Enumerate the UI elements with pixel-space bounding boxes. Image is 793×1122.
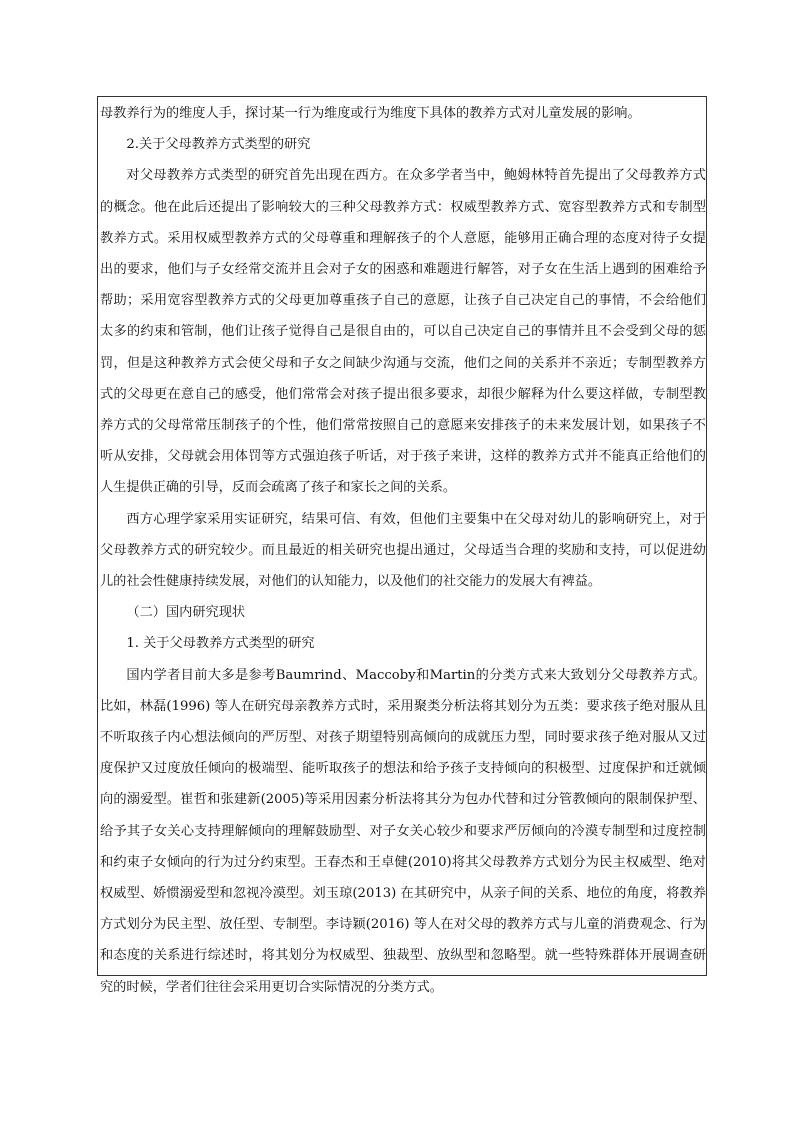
section-heading-domestic-types: 1. 关于父母教养方式类型的研究 [126, 636, 315, 652]
document-body [100, 98, 706, 1003]
paragraph-continuation: 母教养行为的维度人手，探讨某一行为维度或行为维度下具体的教养方式对儿童发展的影响。 [100, 106, 641, 121]
paragraph-western-empirical-research: 西方心理学家采用实证研究，结果可信、有效，但他们主要集中在父母对幼儿的影响研究上，对于父母教养方式的研究较少。而且最近的相关研究也提出通过，父母适当合理的奖励和支持，可以促进幼儿的社会性健康持续发展，对他们的认知能力，以及他们的社交能力的发展大有裨益。 [100, 511, 706, 590]
paragraph-western-parenting-styles: 对父母教养方式类型的研究首先出现在西方。在众多学者当中，鲍姆林特首先提出了父母教养方式的概念。他在此后还提出了影响较大的三种父母教养方式：权威型教养方式、宽容型教养方式和专制型教养方式。采用权威型教养方式的父母尊重和理解孩子的个人意愿，能够用正确合理的态度对待子女提出的要求，他们与子女经常交流并且会对子女的困惑和难题进行解答，对子女在生活上遇到的困难给予帮助；采用宽容型教养方式的父母更加尊重孩子自己的意愿，让孩子自己决定自己的事情，不会给他们太多的约束和管制，他们让孩子觉得自己是很自由的，可以自己决定自己的事情并且不会受到父母的惩罚，但是这种教养方式会使父母和子女之间缺少沟通与交流，他们之间的关系并不亲近；专制型教养方式的父母更在意自己的感受，他们常常会对孩子提出很多要求，却很少解释为什么要这样做，专制型教养方式的父母常常压制孩子的个性，他们常常按照自己的意愿来安排孩子的未来发展计划，如果孩子不听从安排，父母就会用体罚等方式强迫孩子听话，对于孩子来讲，这样的教养方式并不能真正给他们的人生提供正确的引导，反而会疏离了孩子和家长之间的关系。 [100, 168, 706, 496]
paragraph-domestic-classification: 国内学者目前大多是参考Baumrind、Maccoby和Martin的分类方式来大致划分父母教养方式。比如，林磊(1996) 等人在研究母亲教养方式时，采用聚类分析法将其划分为五类：要求孩子绝对服从且不听取孩子内心想法倾向的严厉型、对孩子期望特别高倾向的成就压力型，同时要求孩子绝对服从又过度保护又过度放任倾向的极端型、能听取孩子的想法和给予孩子支持倾向的积极型、过度保护和迁就倾向的溺爱型。崔哲和张建新(2005)等采用因素分析法将其分为包办代替和过分管教倾向的限制保护型、给予其子女关心支持理解倾向的理解鼓励型、对子女关心较少和要求严厉倾向的冷漠专制型和过度控制和约束子女倾向的行为过分约束型。王春杰和王卓健(2010)将其父母教养方式划分为民主权威型、绝对权威型、娇惯溺爱型和忽视冷漠型。刘玉琼(2013) 在其研究中，从亲子间的关系、地位的角度，将教养方式划分为民主型、放任型、专制型。李诗颖(2016) 等人在对父母的教养方式与儿童的消费观念、行为和态度的关系进行综述时，将其划分为权威型、独裁型、放纵型和忽略型。就一些特殊群体开展调查研究的时候，学者们往往会采用更切合实际情况的分类方式。 [100, 667, 706, 995]
section-heading-domestic-status: （二）国内研究现状 [126, 605, 246, 621]
section-heading-western-types: 2.关于父母教养方式类型的研究 [126, 137, 311, 153]
